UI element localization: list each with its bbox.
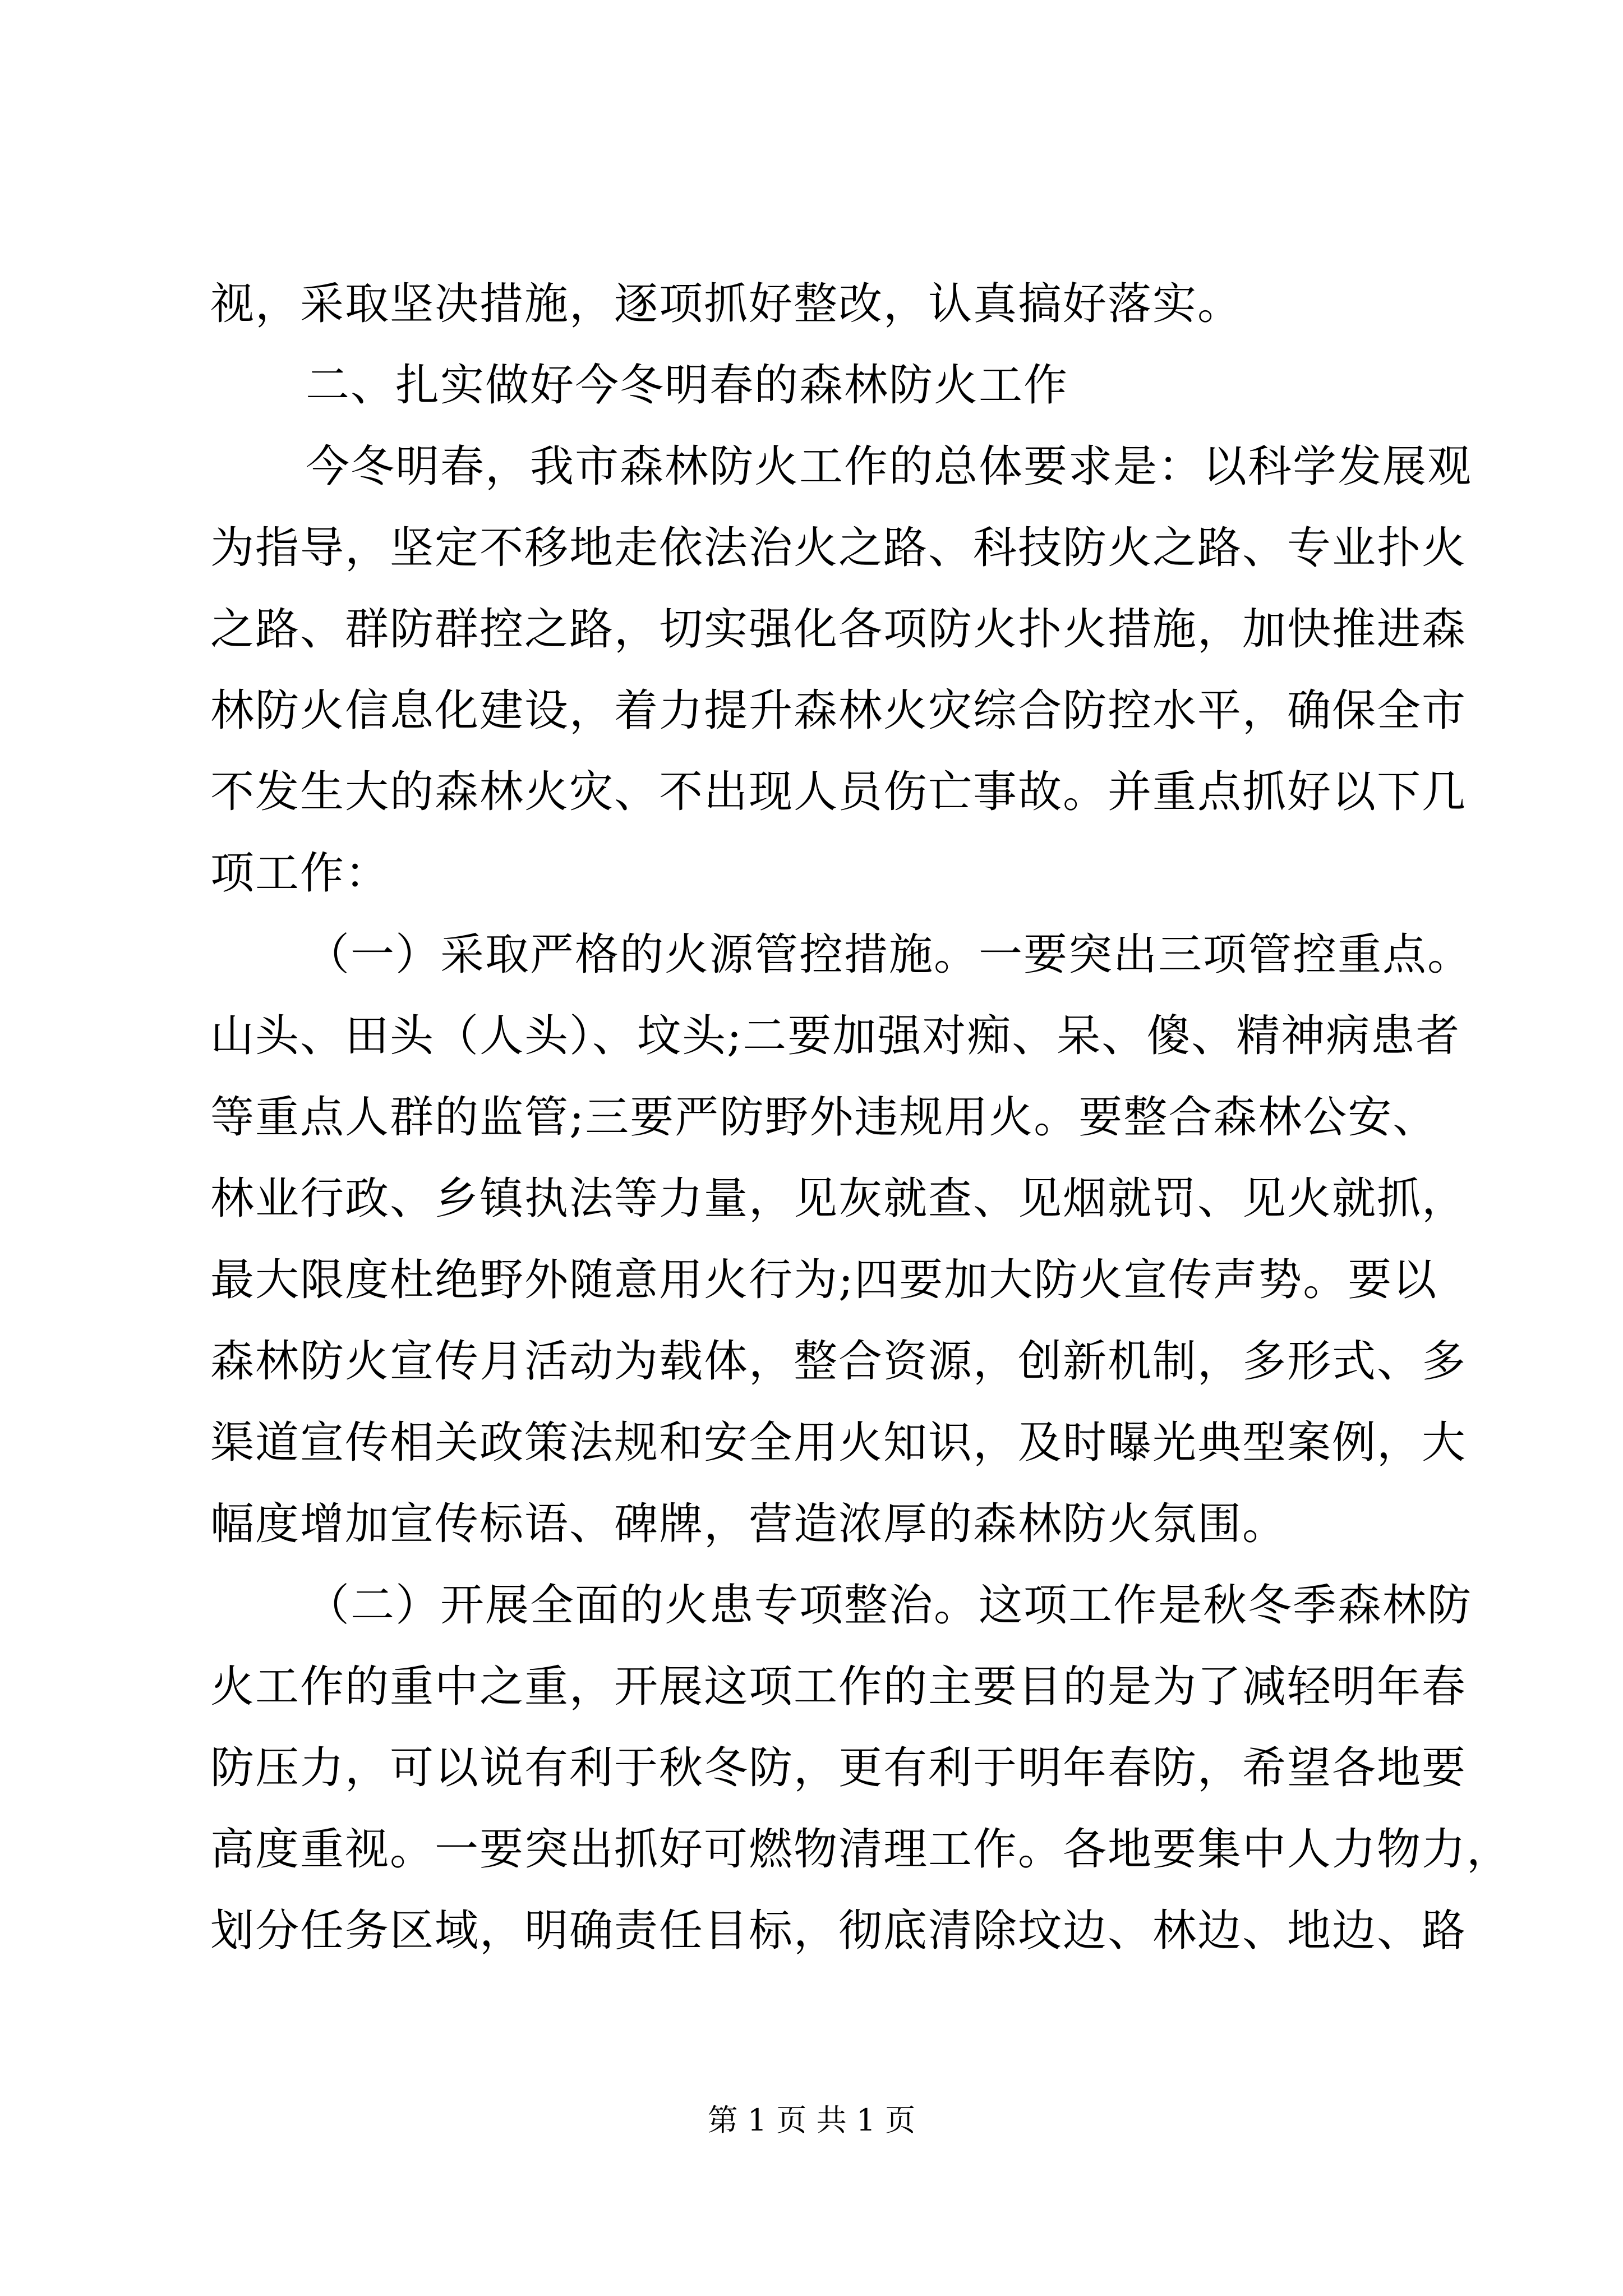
text-line-21: 划分任务区域，明确责任目标，彻底清除坟边、林边、地边、路 bbox=[210, 1906, 1467, 1956]
text-line-18: 火工作的重中之重，开展这项工作的主要目的是为了减轻明年春 bbox=[210, 1662, 1467, 1712]
text-line-15: 渠道宣传相关政策法规和安全用火知识，及时曝光典型案例，大 bbox=[210, 1418, 1467, 1468]
text-line-19: 防压力，可以说有利于秋冬防，更有利于明年春防，希望各地要 bbox=[210, 1743, 1467, 1793]
text-line-20: 高度重视。一要突出抓好可燃物清理工作。各地要集中人力物力， bbox=[210, 1824, 1512, 1875]
document-body bbox=[210, 264, 1512, 1972]
text-line-14: 森林防火宣传月活动为载体，整合资源，创新机制，多形式、多 bbox=[210, 1336, 1467, 1387]
text-line-13: 最大限度杜绝野外随意用火行为;四要加大防火宣传声势。要以 bbox=[210, 1255, 1438, 1305]
text-line-1: 视，采取坚决措施，逐项抓好整改，认真搞好落实。 bbox=[210, 279, 1243, 329]
text-line-5: 之路、群防群控之路，切实强化各项防火扑火措施，加快推进森 bbox=[210, 604, 1467, 655]
text-line-9: （一）采取严格的火源管控措施。一要突出三项管控重点。 bbox=[306, 930, 1473, 980]
text-line-16: 幅度增加宣传标语、碑牌，营造浓厚的森林防火氛围。 bbox=[210, 1499, 1288, 1549]
page-footer: 第 1 页 共 1 页 bbox=[707, 2102, 916, 2138]
text-line-12: 林业行政、乡镇执法等力量，见灰就查、见烟就罚、见火就抓， bbox=[210, 1174, 1467, 1224]
text-line-11: 等重点人群的监管;三要严防野外违规用火。要整合森林公安、 bbox=[210, 1092, 1438, 1143]
text-line-7: 不发生大的森林火灾、不出现人员伤亡事故。并重点抓好以下几 bbox=[210, 767, 1467, 817]
section-heading: 二、扎实做好今冬明春的森林防火工作 bbox=[306, 360, 1069, 411]
text-line-4: 为指导，坚定不移地走依法治火之路、科技防火之路、专业扑火 bbox=[210, 523, 1467, 573]
text-line-10: 山头、田头（人头）、坟头;二要加强对痴、呆、傻、精神病患者 bbox=[210, 1011, 1461, 1061]
text-line-17: （二）开展全面的火患专项整治。这项工作是秋冬季森林防 bbox=[306, 1580, 1473, 1631]
text-line-8: 项工作： bbox=[210, 848, 390, 899]
text-line-3: 今冬明春，我市森林防火工作的总体要求是：以科学发展观 bbox=[306, 441, 1473, 492]
text-line-6: 林防火信息化建设，着力提升森林火灾综合防控水平，确保全市 bbox=[210, 685, 1467, 736]
